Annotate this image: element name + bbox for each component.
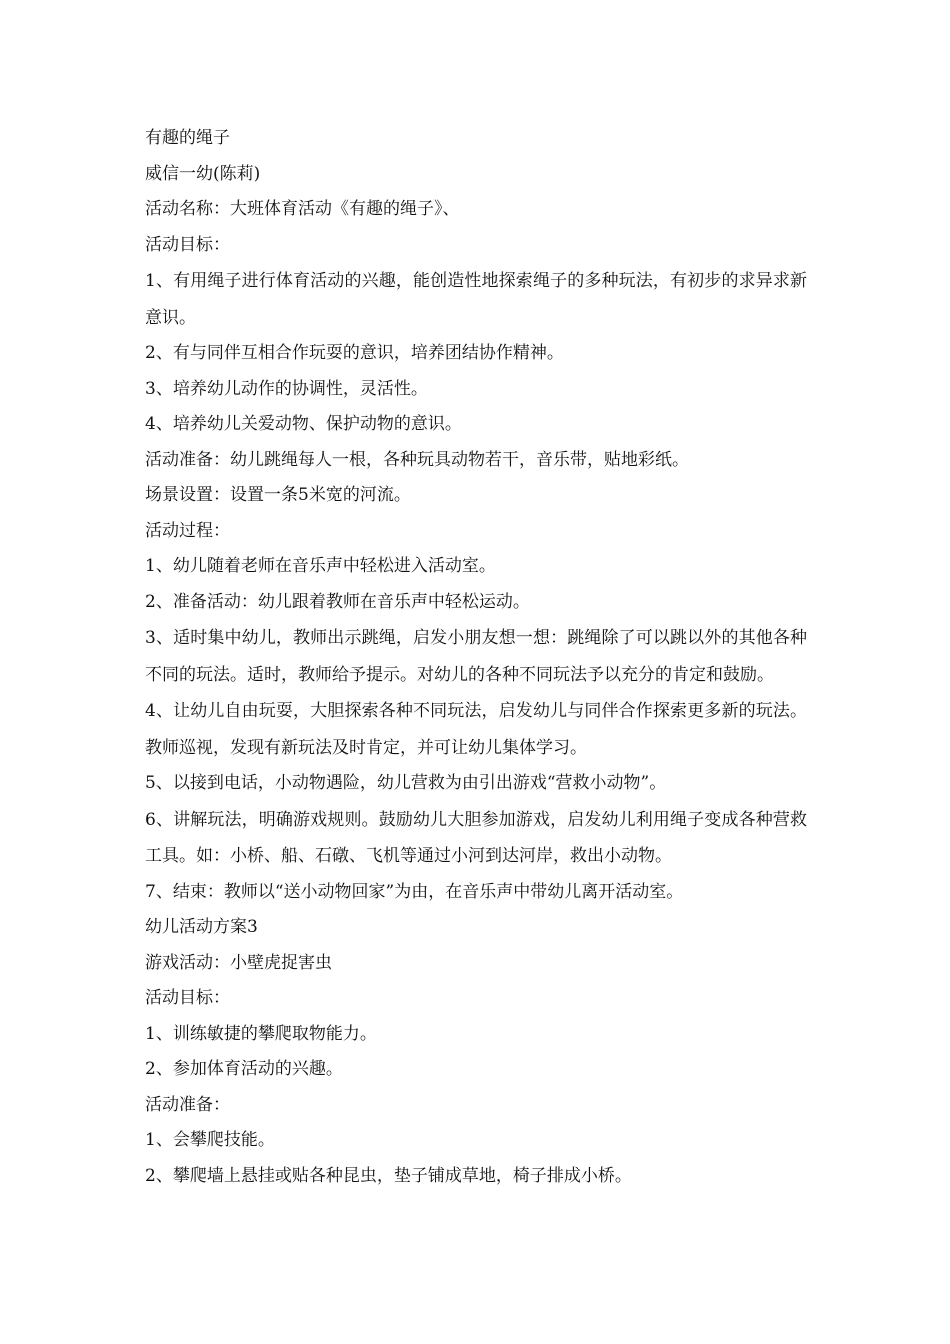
goal2-item: 1、训练敏捷的攀爬取物能力。 [145, 1023, 377, 1044]
goal2-item: 2、参加体育活动的兴趣。 [145, 1059, 343, 1079]
game-activity-line: 游戏活动：小壁虎捉害虫 [145, 952, 332, 973]
preparation-line: 活动准备：幼儿跳绳每人一根，各种玩具动物若干，音乐带，贴地彩纸。 [145, 449, 689, 470]
document-title: 有趣的绳子 [145, 128, 230, 148]
process-step: 5、以接到电话，小动物遇险，幼儿营救为由引出游戏“营救小动物”。 [145, 773, 667, 793]
goals2-heading: 活动目标： [145, 988, 230, 1008]
goal-item: 4、培养幼儿关爱动物、保护动物的意识。 [145, 414, 462, 434]
goals-heading: 活动目标： [145, 234, 230, 255]
activity-name: 活动名称：大班体育活动《有趣的绳子》、 [145, 199, 460, 219]
document-body [145, 121, 807, 1194]
process-step: 4、让幼儿自由玩耍，大胆探索各种不同玩法，启发幼儿与同伴合作探索更多新的玩法。教师巡视，发现有新玩法及时肯定，并可让幼儿集体学习。 [145, 701, 807, 758]
process-step: 7、结束：教师以“送小动物回家”为由，在音乐声中带幼儿离开活动室。 [145, 881, 684, 902]
prep2-item: 2、攀爬墙上悬挂或贴各种昆虫，垫子铺成草地，椅子排成小桥。 [145, 1165, 632, 1186]
prep2-item: 1、会攀爬技能。 [145, 1130, 275, 1150]
process-step: 3、适时集中幼儿，教师出示跳绳，启发小朋友想一想：跳绳除了可以跳以外的其他各种不同的玩法。适时，教师给予提示。对幼儿的各种不同玩法予以充分的肯定和鼓励。 [145, 628, 807, 685]
process-step: 2、准备活动：幼儿跟着教师在音乐声中轻松运动。 [145, 591, 530, 612]
goal-item: 3、培养幼儿动作的协调性，灵活性。 [145, 378, 428, 399]
scene-line: 场景设置：设置一条5米宽的河流。 [145, 485, 411, 505]
process-step: 1、幼儿随着老师在音乐声中轻松进入活动室。 [145, 556, 496, 576]
goal-item: 2、有与同伴互相合作玩耍的意识，培养团结协作精神。 [145, 343, 564, 363]
prep2-heading: 活动准备： [145, 1094, 230, 1115]
goal-item: 1、有用绳子进行体育活动的兴趣，能创造性地探索绳子的多种玩法，有初步的求异求新意识。 [145, 271, 807, 328]
process-heading: 活动过程： [145, 520, 230, 541]
author-line: 威信一幼(陈莉) [145, 163, 261, 184]
process-step: 6、讲解玩法，明确游戏规则。鼓励幼儿大胆参加游戏，启发幼儿利用绳子变成各种营救工具。如：小桥、船、石礅、飞机等通过小河到达河岸，救出小动物。 [145, 809, 807, 866]
plan3-title: 幼儿活动方案3 [145, 917, 258, 937]
